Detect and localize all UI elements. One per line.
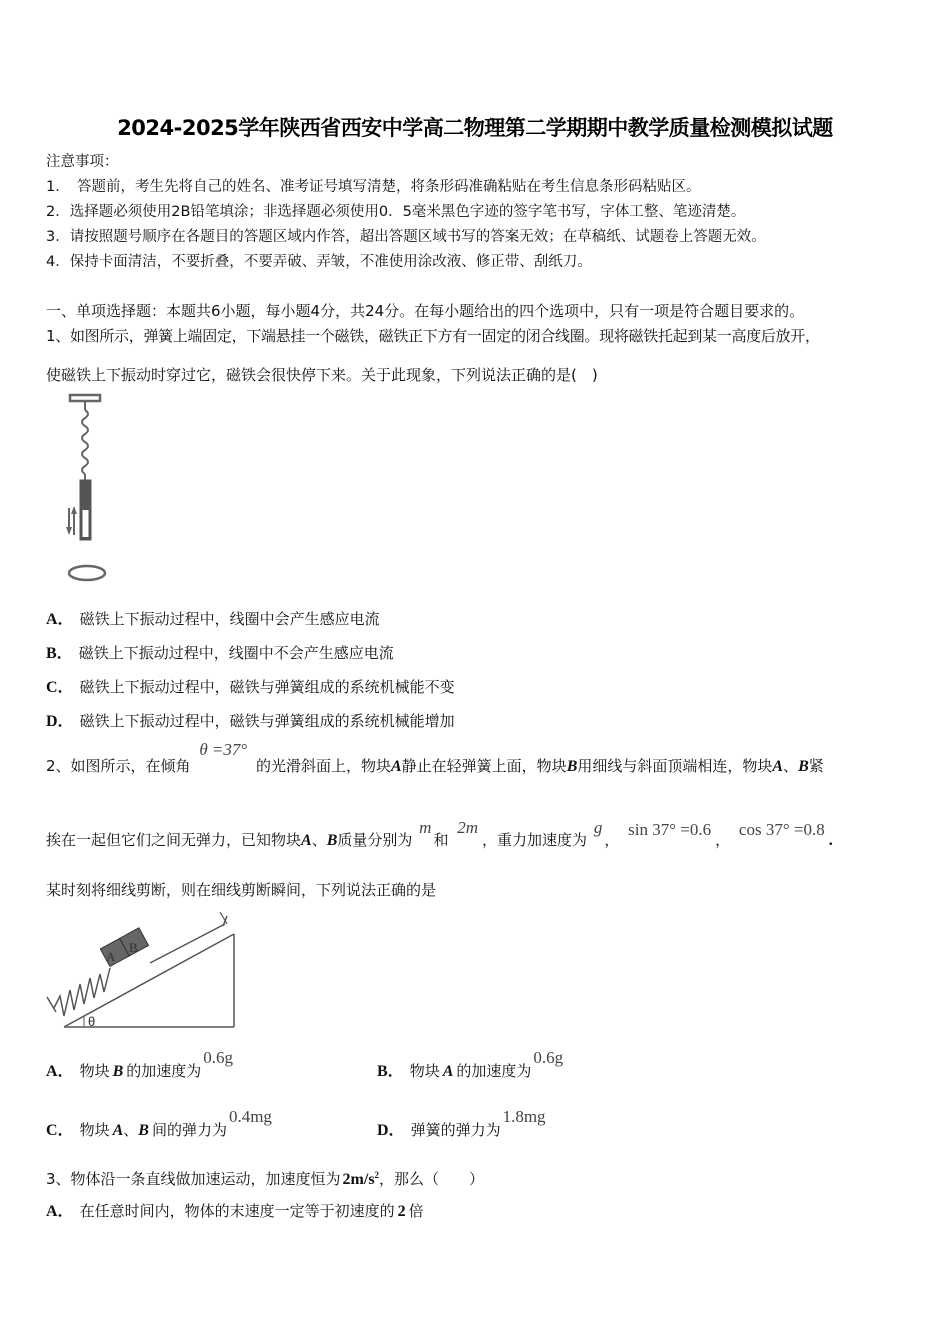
spring-magnet-coil-figure	[55, 390, 125, 590]
option-letter: B．	[46, 645, 73, 662]
gravity-expression: g	[593, 818, 603, 837]
text-segment: 2、如图所示，在倾角	[46, 757, 191, 775]
notice-item-3: 3．请按照题号顺序在各题目的答题区域内作答，超出答题区域书写的答案无效；在草稿纸、试题卷上答题无效。	[46, 229, 766, 245]
option-value: 0.6g	[533, 1048, 564, 1067]
incline-spring-blocks-figure	[42, 912, 242, 1032]
block-label: B	[138, 1122, 149, 1139]
block-a-label: A	[391, 758, 402, 775]
text-segment: ，重力加速度为	[482, 831, 588, 849]
option-text: 物块	[79, 1062, 110, 1080]
text-segment: 用细线与斜面顶端相连，物块	[577, 757, 773, 775]
q3-stem	[46, 1164, 484, 1191]
q1-option-c[interactable]	[46, 674, 455, 697]
notice-heading: 注意事项：	[46, 154, 119, 170]
block-label: B	[112, 1063, 124, 1080]
option-text: 物块	[79, 1121, 110, 1139]
option-text: 间的弹力为	[151, 1121, 227, 1139]
q3-option-a[interactable]	[46, 1198, 424, 1221]
text-segment: 挨在一起但它们之间无弹力，已知物块	[46, 831, 302, 849]
option-text: 的加速度为	[126, 1062, 202, 1080]
option-text: 弹簧的弹力为	[410, 1121, 501, 1139]
q1-stem-line1: 1、如图所示，弹簧上端固定，下端悬挂一个磁铁，磁铁正下方有一固定的闭合线圈。现将磁铁托起到某一高度后放开，	[46, 327, 820, 345]
option-letter: A．	[46, 1063, 74, 1080]
option-number: 2	[397, 1203, 406, 1220]
sin-expression: sin 37° =0.6	[628, 820, 712, 839]
text-segment: ，	[715, 831, 731, 849]
option-text: 、	[123, 1121, 139, 1139]
q2-stem-line2	[46, 818, 833, 852]
q1-option-d[interactable]	[46, 708, 455, 731]
option-letter: C．	[46, 679, 74, 696]
option-text: 磁铁上下振动过程中，磁铁与弹簧组成的系统机械能增加	[79, 712, 455, 730]
cos-expression: cos 37° =0.8	[738, 820, 825, 839]
figure-label-theta: θ	[88, 1014, 96, 1029]
option-text: 倍	[408, 1202, 424, 1220]
block-b-label: B	[566, 758, 578, 775]
acceleration-value: 2m/s	[342, 1171, 375, 1188]
option-letter: A．	[46, 611, 74, 628]
figure-label-b: B	[129, 940, 138, 955]
option-text: 物块	[409, 1062, 440, 1080]
q1-stem-line2: 使磁铁上下振动时穿过它，磁铁会很快停下来。关于此现象，下列说法正确的是( )	[46, 366, 598, 384]
text-segment: 的光滑斜面上，物块	[255, 757, 391, 775]
option-letter: C．	[46, 1122, 74, 1139]
block-a-label: A	[772, 758, 784, 775]
mass-b-expression: 2m	[457, 818, 479, 837]
option-value: 1.8mg	[502, 1107, 546, 1126]
block-label: A	[442, 1063, 454, 1080]
q2-option-c[interactable]	[46, 1107, 272, 1140]
option-value: 0.6g	[203, 1048, 234, 1067]
text-segment: 3、物体沿一条直线做加速运动，加速度恒为	[46, 1170, 341, 1188]
notice-item-1: 1． 答题前，考生先将自己的姓名、准考证号填写清楚，将条形码准确粘贴在考生信息条形码粘贴区。	[46, 179, 701, 195]
text-segment: 紧	[808, 757, 824, 775]
block-label: A	[112, 1122, 124, 1139]
option-letter: D．	[377, 1122, 405, 1139]
text-segment: ，那么（ ）	[379, 1170, 485, 1188]
mass-a-expression: m	[419, 818, 432, 837]
page-title: 2024-2025学年陕西省西安中学高二物理第二学期期中教学质量检测模拟试题	[117, 116, 833, 140]
q2-option-d[interactable]	[377, 1107, 546, 1140]
text-segment: 、	[311, 831, 327, 849]
notice-item-2: 2．选择题必须使用2B铅笔填涂；非选择题必须使用0．5毫米黑色字迹的签字笔书写，字体工整、笔迹清楚。	[46, 204, 746, 220]
q2-option-b[interactable]	[377, 1048, 564, 1081]
block-b-label: B	[798, 758, 809, 775]
option-text: 磁铁上下振动过程中，线圈中会产生感应电流	[79, 610, 380, 628]
figure-label-a: A	[106, 949, 116, 964]
notice-item-4: 4．保持卡面清洁，不要折叠，不要弄破、弄皱，不准使用涂改液、修正带、刮纸刀。	[46, 254, 592, 270]
q1-option-a[interactable]	[46, 606, 380, 629]
block-a-label: A	[301, 832, 312, 849]
acceleration-exponent: 2	[374, 1170, 380, 1180]
q2-option-a[interactable]	[46, 1048, 234, 1081]
block-b-label: B	[326, 832, 338, 849]
q1-option-b[interactable]	[46, 640, 394, 663]
option-text: 在任意时间内，物体的末速度一定等于初速度的	[79, 1202, 395, 1220]
option-letter: B．	[377, 1063, 404, 1080]
section-heading: 一、单项选择题：本题共6小题，每小题4分，共24分。在每小题给出的四个选项中，只有一项是符合题目要求的。	[46, 302, 805, 320]
option-letter: A．	[46, 1203, 74, 1220]
text-segment: ，	[604, 831, 620, 849]
q2-stem-line3: 某时刻将细线剪断，则在细线剪断瞬间，下列说法正确的是	[46, 881, 437, 899]
angle-expression: θ =37°	[199, 740, 248, 759]
text-segment: .	[828, 832, 833, 849]
q2-stem-line1	[46, 740, 824, 778]
text-segment: 质量分别为	[337, 831, 413, 849]
option-text: 磁铁上下振动过程中，线圈中不会产生感应电流	[78, 644, 394, 662]
option-text: 磁铁上下振动过程中，磁铁与弹簧组成的系统机械能不变	[79, 678, 455, 696]
option-value: 0.4mg	[228, 1107, 272, 1126]
text-segment: 、	[783, 757, 799, 775]
text-segment: 静止在轻弹簧上面，物块	[401, 757, 567, 775]
option-text: 的加速度为	[456, 1062, 532, 1080]
option-letter: D．	[46, 713, 74, 730]
text-segment: 和	[433, 831, 449, 849]
